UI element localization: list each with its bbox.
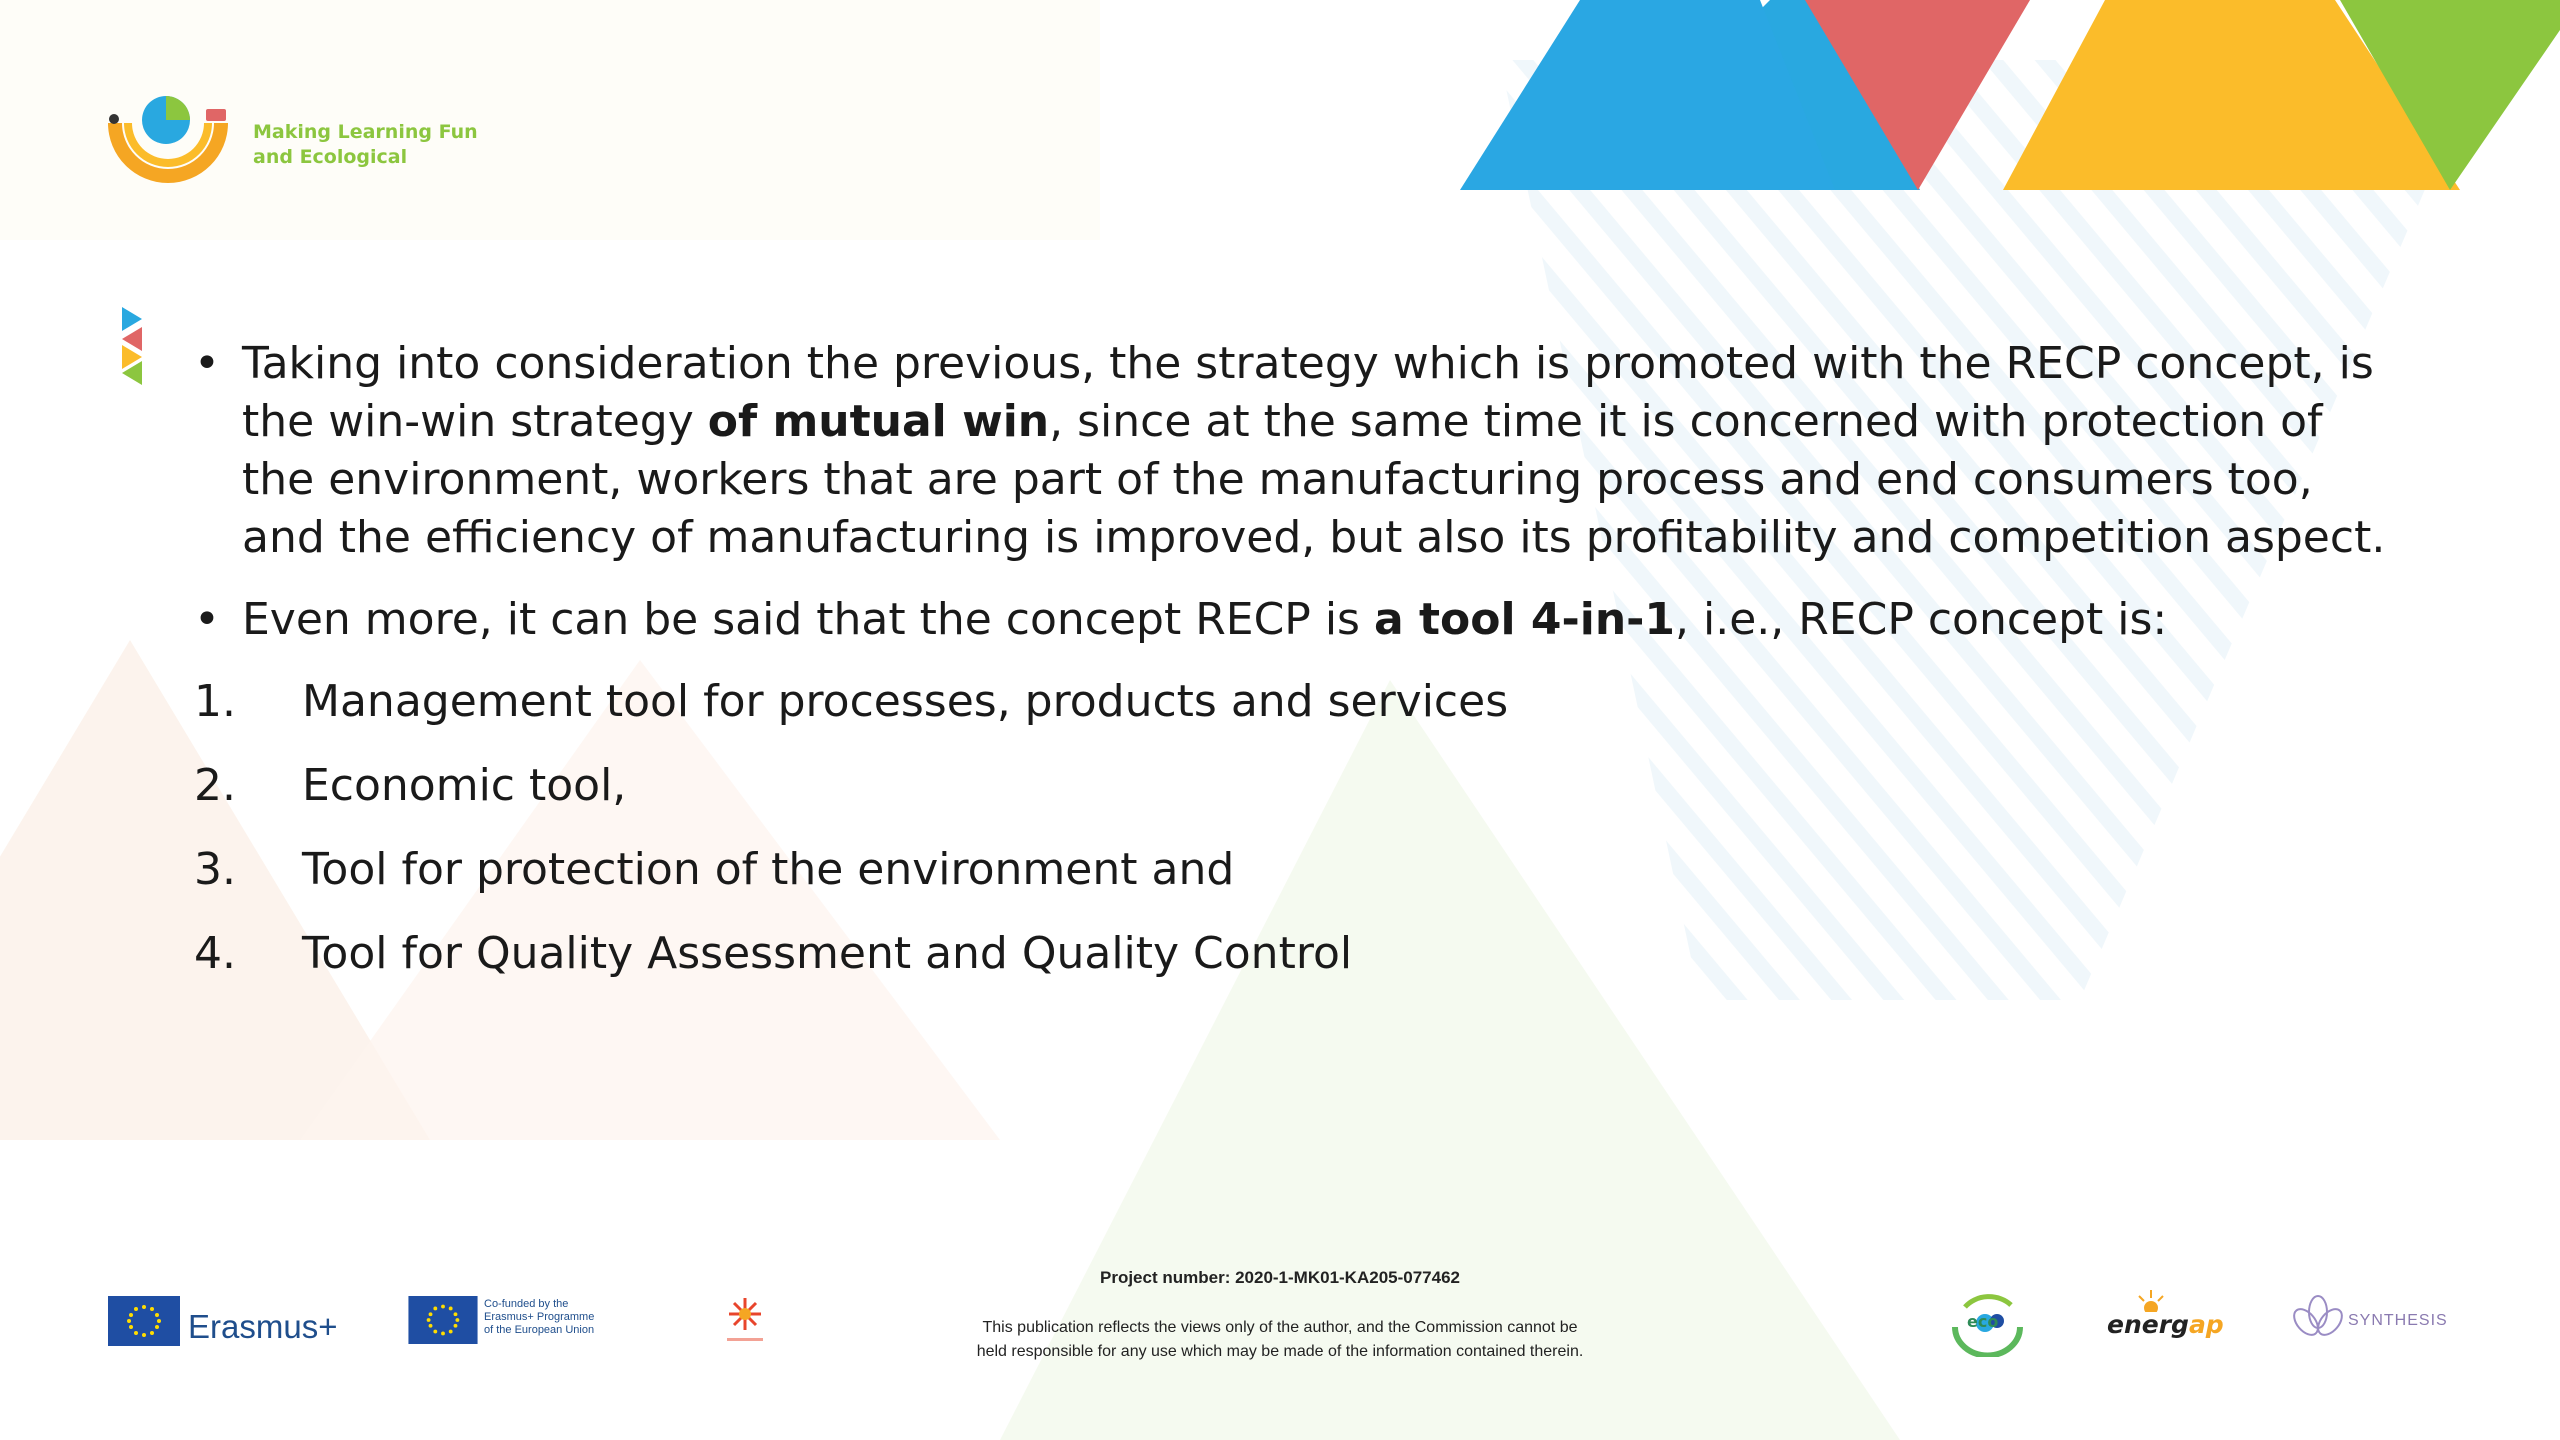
numbered-item [190,925,2390,983]
erasmus-label: Erasmus+ [188,1308,338,1345]
erasmus-logo [108,1296,358,1356]
bullet-item: • Even more, it can be said that the concept RECP is a tool 4-in-1, i.e., RECP concept is: [190,591,2390,649]
disclaimer: This publication reflects the views only of the author, and the Commission cannot be held responsible for any use which may be made of the information contained therein. [976,1319,1584,1360]
flower-icon [2288,1290,2348,1350]
item-number: 3. [194,844,236,895]
item-number: 2. [194,760,236,811]
slide-content [190,335,2390,1009]
item-number: 1. [194,676,236,727]
tagline-line-1: Making Learning Fun [253,121,478,143]
bullet-dot: • [194,594,220,645]
synthesis-label: SYNTHESIS [2348,1312,2448,1329]
item-number: 4. [194,928,236,979]
partner-sun-logo [715,1290,775,1350]
energap-label: energap [2107,1310,2224,1339]
project-number: Project number: 2020-1-MK01-KA205-077462 [1100,1268,1460,1287]
numbered-item [190,757,2390,815]
synthesis-logo [2288,1290,2458,1350]
item-text: Tool for Quality Assessment and Quality Control [302,928,1353,979]
item-text: Management tool for processes, products and services [302,676,1509,727]
eu-flag-icon [408,1296,478,1344]
numbered-item [190,841,2390,899]
bullet-item: • Taking into consideration the previous, the strategy which is promoted with the RECP concept, is the win-win strategy of mutual win, since at the same time it is concerned with protection of the environment, workers that are part of the manufacturing process and end consumers too, and the efficiency of manufacturing is improved, but also its profitability and competition aspect. [190,335,2390,567]
cofunded-label: Co-funded by the Erasmus+ Programme of the European Union [484,1298,595,1336]
item-text: Tool for protection of the environment and [302,844,1235,895]
ecologic-logo [1945,1287,2030,1357]
decorative-triangles [1460,0,2560,200]
side-marker-icon [118,305,148,385]
brand-logo [100,95,240,195]
cofunded-logo [408,1296,638,1346]
numbered-item [190,673,2390,731]
tagline-line-2: and Ecological [253,146,408,168]
svg-text:eco: eco [1967,1312,1999,1331]
sun-icon [2131,1290,2171,1312]
brand-tagline [253,120,513,170]
energap-logo [2105,1290,2224,1350]
eu-flag-icon [108,1296,180,1346]
bullet-dot: • [194,338,220,389]
item-text: Economic tool, [302,760,627,811]
